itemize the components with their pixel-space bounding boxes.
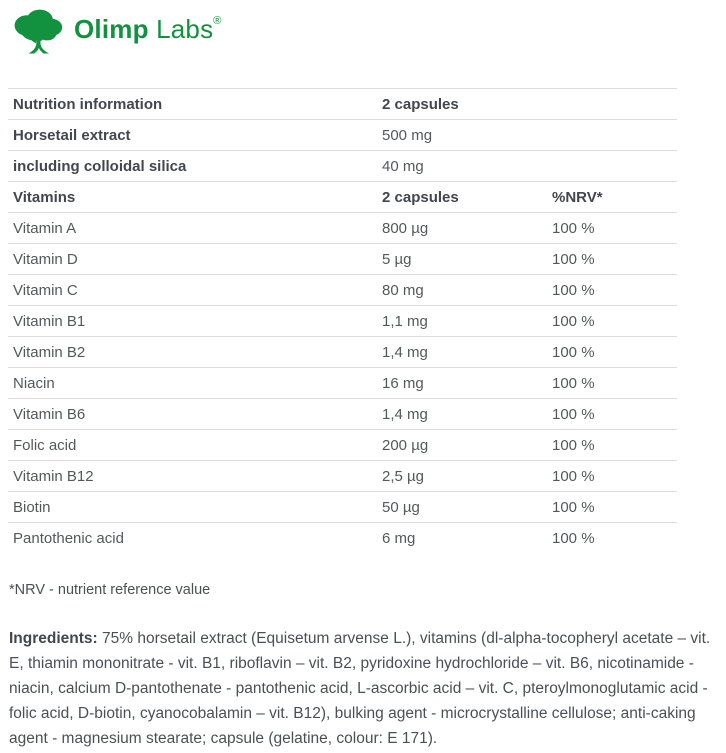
row-value: 800 µg bbox=[382, 219, 429, 237]
row-value: 2 capsules bbox=[382, 188, 459, 206]
row-value: 2,5 µg bbox=[382, 467, 425, 485]
row-nrv-value: 100 % bbox=[552, 498, 595, 516]
table-row bbox=[8, 243, 677, 274]
row-label: Niacin bbox=[13, 374, 55, 392]
row-label: Nutrition information bbox=[13, 95, 163, 113]
ingredients-paragraph bbox=[9, 626, 715, 751]
row-nrv-value: 100 % bbox=[552, 467, 595, 485]
table-row bbox=[8, 491, 677, 522]
table-row bbox=[8, 88, 677, 119]
row-nrv-value: %NRV* bbox=[552, 188, 603, 206]
logo-word-labs: Labs bbox=[156, 14, 214, 44]
row-label: including colloidal silica bbox=[13, 157, 187, 175]
row-value: 500 mg bbox=[382, 126, 433, 144]
row-nrv-value: 100 % bbox=[552, 529, 595, 547]
table-row bbox=[8, 336, 677, 367]
ingredients-text: 75% horsetail extract (Equisetum arvense L.), vitamins (dl-alpha-tocopheryl acetate – vit. E, thiamin mononitrate - vit. B1, riboflavin – vit. B2, pyridoxine hydrochloride – vit. B6, nicotinamide - niacin, calcium D-pantothenate - pantothenic acid, L-ascorbic acid – vit. C, pteroylmonoglutamic acid - folic acid, D-biotin, cyanocobalamin – vit. B12), bulking agent - microcrystalline cellulose; anti-caking agent - magnesium stearate; capsule (gelatine, colour: E 171). bbox=[9, 630, 711, 747]
table-row bbox=[8, 398, 677, 429]
row-label: Folic acid bbox=[13, 436, 77, 454]
row-value: 16 mg bbox=[382, 374, 424, 392]
row-label: Vitamin D bbox=[13, 250, 78, 268]
nrv-footnote: *NRV - nutrient reference value bbox=[9, 582, 211, 598]
registered-trademark-symbol: ® bbox=[213, 15, 222, 27]
row-value: 40 mg bbox=[382, 157, 424, 175]
row-label: Horsetail extract bbox=[13, 126, 131, 144]
row-nrv-value: 100 % bbox=[552, 281, 595, 299]
table-row bbox=[8, 150, 677, 181]
logo-wordmark bbox=[74, 16, 222, 48]
row-label: Vitamin B12 bbox=[13, 467, 94, 485]
row-value: 1,1 mg bbox=[382, 312, 428, 330]
row-nrv-value: 100 % bbox=[552, 250, 595, 268]
row-nrv-value: 100 % bbox=[552, 219, 595, 237]
table-row bbox=[8, 367, 677, 398]
row-nrv-value: 100 % bbox=[552, 312, 595, 330]
row-value: 80 mg bbox=[382, 281, 424, 299]
nutrition-table bbox=[8, 88, 677, 553]
row-label: Vitamin A bbox=[13, 219, 77, 237]
row-value: 1,4 mg bbox=[382, 343, 428, 361]
row-nrv-value: 100 % bbox=[552, 405, 595, 423]
row-value: 5 µg bbox=[382, 250, 412, 268]
row-label: Vitamins bbox=[13, 188, 76, 206]
table-row bbox=[8, 119, 677, 150]
logo-word-olimp: Olimp bbox=[74, 14, 149, 44]
row-value: 200 µg bbox=[382, 436, 429, 454]
row-label: Vitamin C bbox=[13, 281, 78, 299]
table-row bbox=[8, 274, 677, 305]
row-label: Vitamin B2 bbox=[13, 343, 86, 361]
ingredients-label: Ingredients: bbox=[9, 630, 98, 647]
row-value: 50 µg bbox=[382, 498, 420, 516]
olimp-labs-logo bbox=[9, 7, 222, 57]
row-value: 6 mg bbox=[382, 529, 416, 547]
row-label: Pantothenic acid bbox=[13, 529, 124, 547]
table-row bbox=[8, 460, 677, 491]
table-row bbox=[8, 305, 677, 336]
row-label: Vitamin B6 bbox=[13, 405, 86, 423]
table-row bbox=[8, 212, 677, 243]
row-nrv-value: 100 % bbox=[552, 343, 595, 361]
table-row bbox=[8, 522, 677, 553]
row-nrv-value: 100 % bbox=[552, 436, 595, 454]
tree-icon bbox=[9, 7, 65, 57]
row-label: Biotin bbox=[13, 498, 51, 516]
row-value: 2 capsules bbox=[382, 95, 459, 113]
table-row bbox=[8, 181, 677, 212]
table-row bbox=[8, 429, 677, 460]
row-value: 1,4 mg bbox=[382, 405, 428, 423]
row-label: Vitamin B1 bbox=[13, 312, 86, 330]
row-nrv-value: 100 % bbox=[552, 374, 595, 392]
